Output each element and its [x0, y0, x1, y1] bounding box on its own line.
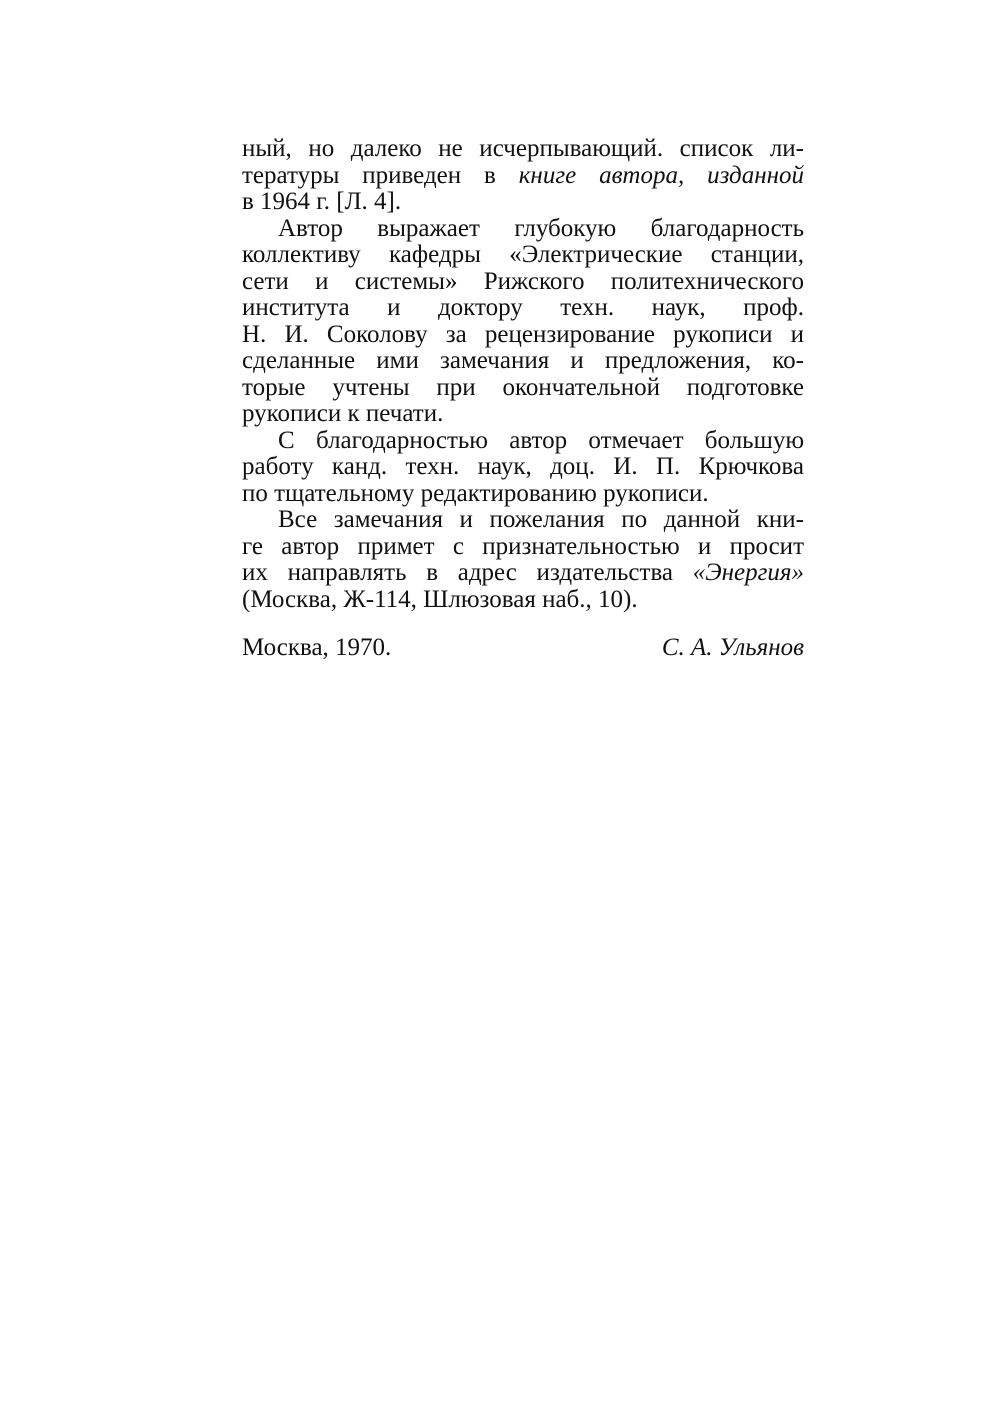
paragraph-3 — [242, 428, 804, 508]
place-date: Москва, 1970. — [242, 634, 392, 661]
text-line: работу канд. техн. наук, доц. И. П. Крючкова — [242, 453, 804, 480]
text-line: по тщательному редактированию рукописи. — [242, 479, 709, 507]
text-line — [242, 163, 804, 190]
text-line: торые учтены при окончательной подготовке — [242, 373, 804, 401]
text-line: Н. И. Соколову за рецензирование рукописи и — [242, 320, 804, 348]
text-line: (Москва, Ж-114, Шлюзовая наб., 10). — [242, 585, 638, 613]
signature-row — [242, 634, 804, 662]
text-line: в 1964 г. [Л. 4]. — [242, 188, 402, 215]
italic-span: «Энергия» — [692, 559, 804, 586]
text-line: сделанные ими замечания и предложения, ко- — [242, 347, 804, 374]
text-span: тературы приведен в — [242, 161, 519, 189]
paragraph-4 — [242, 507, 804, 613]
body-text — [242, 136, 804, 613]
text-line: Все замечания и пожелания по данной кни- — [278, 506, 804, 533]
author-signature: С. А. Ульянов — [661, 634, 804, 661]
paragraph-1 — [242, 136, 804, 216]
text-line: сети и системы» Рижского политехнического — [242, 267, 804, 295]
text-line: С благодарностью автор отмечает большую — [278, 426, 804, 454]
text-span: их направлять в адрес издательства — [242, 559, 693, 586]
text-line: института и доктору техн. наук, проф. — [242, 294, 804, 321]
italic-span: книге автора, изданной — [518, 161, 804, 189]
text-line: рукописи к печати. — [242, 400, 444, 427]
text-line: ный, но далеко не исчерпывающий. список ли- — [242, 135, 804, 162]
paragraph-2 — [242, 216, 804, 428]
text-line: Автор выражает глубокую благодарность — [278, 214, 804, 242]
text-line — [242, 560, 804, 587]
text-line: коллективу кафедры «Электрические станции, — [242, 241, 804, 268]
text-line: ге автор примет с признательностью и просит — [242, 532, 804, 560]
